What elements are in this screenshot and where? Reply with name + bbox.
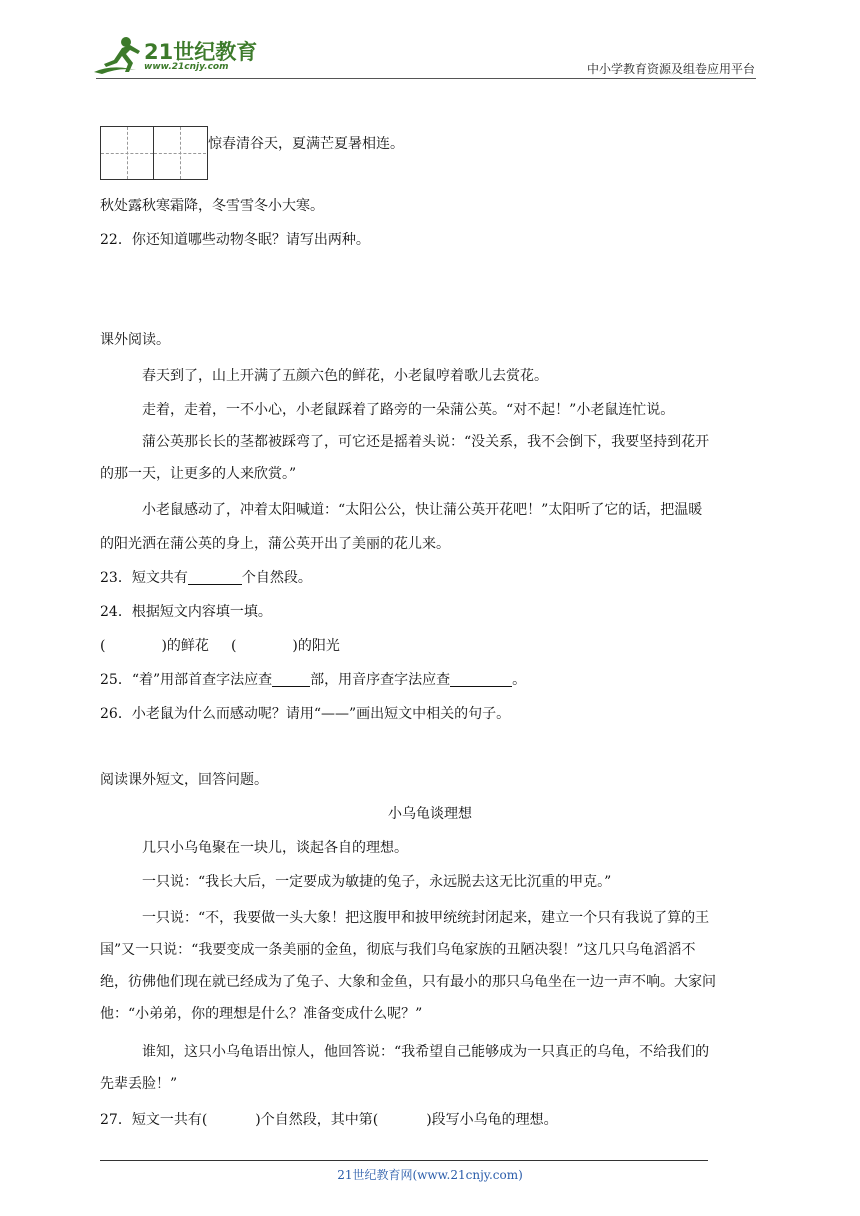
question-27-text-mid: )个自然段，其中第(: [255, 1112, 379, 1128]
logo-url: www.21cnjy.com: [144, 62, 229, 72]
reading1-paragraph-4-line-1: 小老鼠感动了，冲着太阳喊道：“太阳公公，快让蒲公英开花吧！”太阳听了它的话，把温暖: [142, 502, 703, 518]
reading1-heading: 课外阅读。: [100, 332, 170, 348]
question-22: 22．你还知道哪些动物冬眠？请写出两种。: [100, 232, 370, 248]
question-25-text-mid: 部，用音序查字法应查: [310, 672, 451, 688]
question-25-text-end: 。: [512, 672, 527, 688]
reading2-paragraph-3-line-2: 国”又一只说：“我要变成一条美丽的金鱼，彻底与我们乌龟家族的丑陋决裂！”这几只乌龟滔滔不: [100, 942, 696, 958]
question-23: [100, 568, 312, 588]
runner-logo-icon: [92, 34, 144, 78]
logo-text: 21世纪教育: [144, 40, 258, 64]
reading2-paragraph-2: 一只说：“我长大后，一定要成为敏捷的兔子，永远脱去这无比沉重的甲克。”: [142, 874, 612, 890]
reading1-paragraph-2: 走着，走着，一不小心，小老鼠踩着了路旁的一朵蒲公英。“对不起！”小老鼠连忙说。: [142, 402, 675, 418]
answer-blank[interactable]: [272, 670, 310, 687]
reading2-paragraph-3-line-4: 他：“小弟弟，你的理想是什么？准备变成什么呢？”: [100, 1006, 423, 1022]
question-24: 24．根据短文内容填一填。: [100, 604, 272, 620]
reading1-paragraph-3-line-1: 蒲公英那长长的茎都被踩弯了，可它还是摇着头说：“没关系，我不会倒下，我要坚持到花开: [142, 434, 710, 450]
writing-grid-cell[interactable]: [154, 127, 206, 179]
question-23-text-end: 个自然段。: [241, 570, 312, 586]
answer-blank[interactable]: [450, 670, 512, 687]
writing-grid-cell[interactable]: [101, 127, 154, 179]
reading2-title: 小乌龟谈理想: [388, 806, 472, 822]
header-divider: [96, 78, 756, 79]
fill-label-flowers: )的鲜花: [161, 638, 209, 654]
reading2-paragraph-4-line-1: 谁知，这只小乌龟语出惊人，他回答说：“我希望自己能够成为一只真正的乌龟，不给我们的: [142, 1044, 710, 1060]
question-26: 26．小老鼠为什么而感动呢？请用“——”画出短文中相关的句子。: [100, 706, 511, 722]
poem-line-1: 惊春清谷天，夏满芒夏暑相连。: [208, 136, 404, 152]
reading1-paragraph-4-line-2: 的阳光洒在蒲公英的身上，蒲公英开出了美丽的花儿来。: [100, 536, 450, 552]
reading2-heading: 阅读课外短文，回答问题。: [100, 772, 268, 788]
reading2-paragraph-4-line-2: 先辈丢脸！”: [100, 1076, 178, 1092]
paren-open: (: [230, 638, 237, 654]
reading2-paragraph-3-line-3: 绝，彷佛他们现在就已经成为了兔子、大象和金鱼，只有最小的那只乌龟坐在一边一声不响。大家问: [100, 974, 716, 990]
poem-line-2: 秋处露秋寒霜降，冬雪雪冬小大寒。: [100, 198, 324, 214]
question-27-text-end: )段写小乌龟的理想。: [426, 1112, 558, 1128]
answer-blank[interactable]: [188, 568, 242, 585]
question-27-text: 27．短文一共有(: [100, 1112, 208, 1128]
paren-open: (: [100, 638, 106, 654]
site-logo: [92, 34, 262, 78]
question-25: [100, 670, 526, 690]
reading1-paragraph-3-line-2: 的那一天，让更多的人来欣赏。”: [100, 466, 297, 482]
question-23-text: 23．短文共有: [100, 570, 188, 586]
reading2-paragraph-1: 几只小乌龟聚在一块儿，谈起各自的理想。: [142, 840, 408, 856]
writing-grid[interactable]: [100, 126, 208, 180]
footer-text[interactable]: 21世纪教育网(www.21cnjy.com): [337, 1168, 523, 1182]
footer-divider: [100, 1160, 708, 1161]
reading2-paragraph-3-line-1: 一只说：“不，我要做一头大象！把这腹甲和披甲统统封闭起来，建立一个只有我说了算的王: [142, 910, 710, 926]
reading1-paragraph-1: 春天到了，山上开满了五颜六色的鲜花，小老鼠哼着歌儿去赏花。: [142, 368, 548, 384]
question-24-fills: [100, 636, 340, 656]
header-platform-text: 中小学教育资源及组卷应用平台: [586, 62, 755, 76]
fill-label-sunlight: )的阳光: [292, 638, 340, 654]
question-25-text: 25．“着”用部首查字法应查: [100, 672, 273, 688]
question-27: [100, 1110, 558, 1130]
